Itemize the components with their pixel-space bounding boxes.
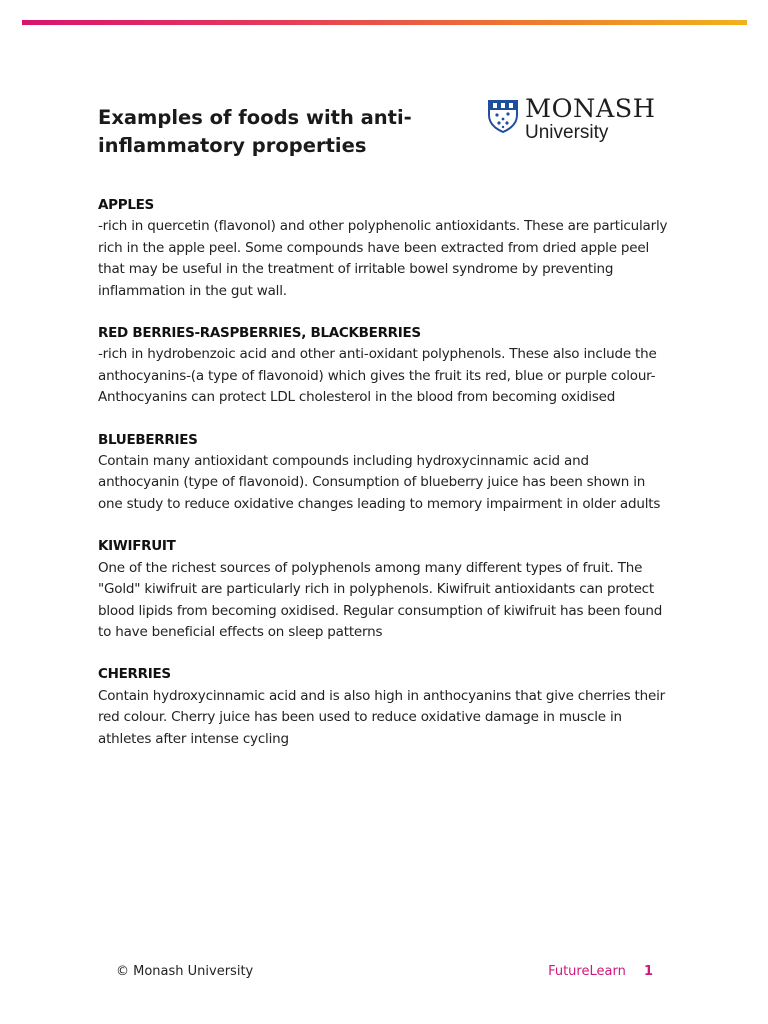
footer-copyright: © Monash University	[116, 964, 254, 979]
section-heading: APPLES	[98, 197, 154, 213]
page-title: Examples of foods with anti-inflammatory properties	[98, 106, 412, 157]
section-blueberries	[98, 430, 673, 516]
monash-logo	[487, 94, 662, 149]
section-heading: RED BERRIES-RASPBERRIES, BLACKBERRIES	[98, 325, 421, 342]
section-cherries	[98, 664, 673, 750]
page-number: 1	[643, 964, 653, 979]
section-heading: CHERRIES	[98, 666, 171, 683]
section-red-berries	[98, 323, 673, 409]
section-heading: BLUEBERRIES	[98, 431, 198, 448]
section-body: Contain many antioxidant compounds including hydroxycinnamic acid and anthocyanin (type of flavonoid). Consumption of blueberry juice has been shown in one study to reduce oxidative changes leading to memory impairment in older adults	[98, 453, 661, 512]
section-body: One of the richest sources of polyphenols among many different types of fruit. The "Gold" kiwifruit are particularly rich in polyphenols. Kiwifruit antioxidants can protect blood lipids from becoming oxidised. Regular consumption of kiwifruit has been found to have beneficial effects on sleep patterns	[98, 559, 663, 640]
header-gradient-bar	[22, 20, 747, 25]
section-kiwifruit	[98, 536, 673, 643]
section-body: -rich in quercetin (flavonol) and other polyphenolic antioxidants. These are particularly rich in the apple peel. Some compounds have been extracted from dried apple peel that may be useful in the treatment of irritable bowel syndrome by preventing inflammation in the gut wall.	[98, 218, 668, 299]
footer-brand: FutureLearn	[548, 964, 626, 979]
logo-subline: University	[525, 122, 609, 143]
section-apples	[98, 195, 673, 302]
section-body: -rich in hydrobenzoic acid and other anti-oxidant polyphenols. These also include the anthocyanins-(a type of flavonoid) which gives the fruit its red, blue or purple colour- Anthocyanins can protect LDL cholesterol in the blood from becoming oxidised	[98, 346, 657, 406]
section-body: Contain hydroxycinnamic acid and is also high in anthocyanins that give cherries their red colour. Cherry juice has been used to reduce oxidative damage in muscle in athletes after intense cycling	[98, 687, 665, 747]
footer-right	[548, 964, 653, 979]
document-body	[98, 195, 673, 771]
logo-wordmark: MONASH	[525, 94, 656, 124]
section-heading: KIWIFRUIT	[98, 538, 176, 555]
monash-crest-icon	[487, 99, 519, 133]
